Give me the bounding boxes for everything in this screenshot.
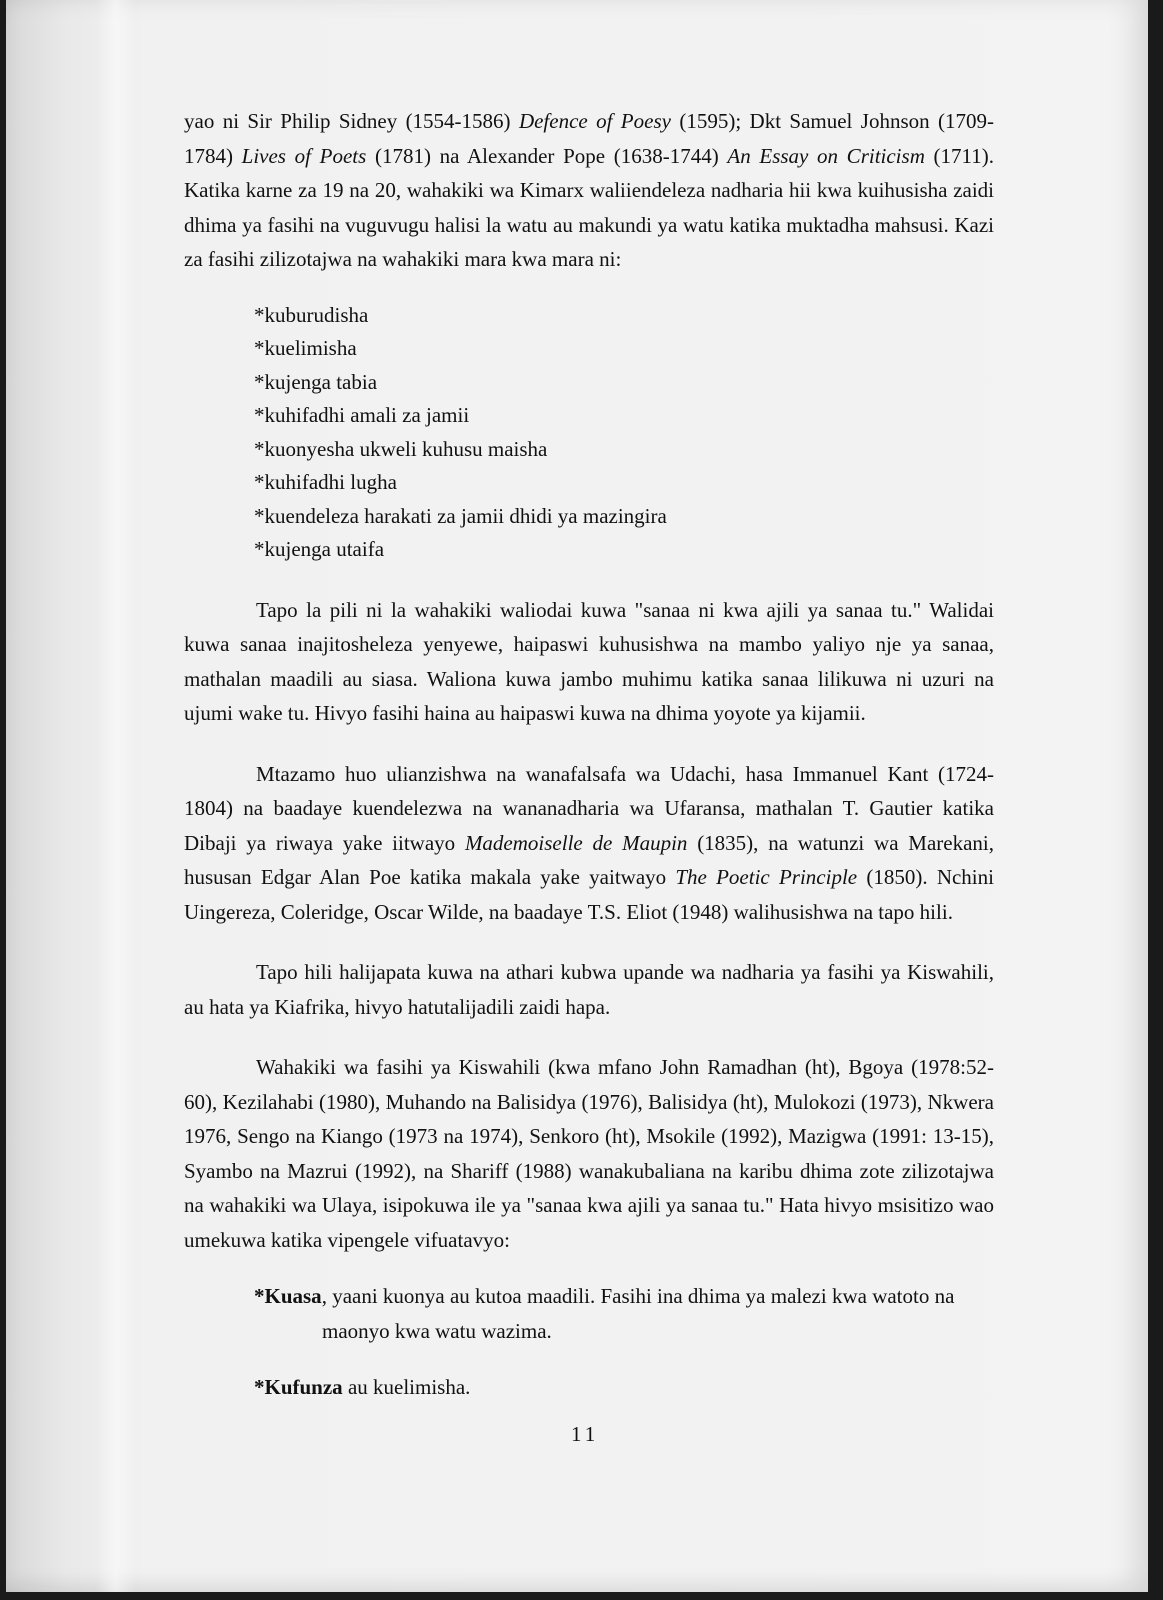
list-item: *kujenga utaifa — [254, 537, 385, 561]
paragraph-2: Tapo la pili ni la wahakiki waliodai kuwa "sanaa ni kwa ajili ya sanaa tu." Walidai kuwa sanaa inajitosheleza yenyewe, haipaswi kuhusishwa na mambo yaliyo nje ya sanaa, mathalan maadili au siasa. Waliona kuwa jambo muhimu katika sanaa lilikuwa ni uzuri na ujumi wake tu. Hivyo fasihi haina au haipaswi kuwa na dhima yoyote ya kijamii. — [184, 597, 994, 725]
paragraph-1-text-b: (1595); Dkt Samuel Johnson (1709-1784) — [184, 109, 994, 168]
list-item: *kuendeleza harakati za jamii dhidi ya mazingira — [254, 503, 667, 528]
list-item: *kuelimisha — [254, 336, 357, 360]
book-title-poetic-principle: The Poetic Principle — [675, 865, 858, 889]
list-item: *kuonyesha ukweli kuhusu maisha — [254, 436, 548, 461]
paragraph-4: Tapo hili halijapata kuwa na athari kubwa upande wa nadharia ya fasihi ya Kiswahili, au hata ya Kiafrika, hivyo hatutalijadili zaidi hapa. — [184, 960, 994, 1019]
list-item: *kuhifadhi amali za jamii — [254, 403, 470, 427]
paragraph-1-text-d: (1711). Katika karne za 19 na 20, wahakiki wa Kimarx waliiendeleza nadharia hii kwa kuihusisha zaidi dhima ya fasihi na vuguvugu halisi la watu au makundi ya watu katika muktadha mahsusi. Kazi za fasihi zilizotajwa na wahakiki mara kwa mara ni: — [184, 143, 994, 271]
point-kufunza-term: *Kufunza — [254, 1375, 343, 1399]
point-kufunza-text: au kuelimisha. — [342, 1375, 471, 1399]
book-title-defence-of-poesy: Defence of Poesy — [518, 109, 671, 133]
book-title-lives-of-poets: Lives of Poets — [241, 143, 367, 168]
paragraph-3-text-c: (1850). Nchini Uingereza, Coleridge, Oscar Wilde, na baadaye T.S. Eliot (1948) walihusishwa na tapo hili. — [184, 865, 994, 924]
page-number: 11 — [571, 1422, 600, 1446]
point-kuasa-text: , yaani kuonya au kutoa maadili. Fasihi ina dhima ya malezi kwa watoto na — [321, 1284, 955, 1308]
paragraph-3-text-b: (1835), na watunzi wa Marekani, hususan Edgar Alan Poe katika makala yake yaitwayo — [184, 830, 995, 889]
book-title-essay-on-criticism: An Essay on Criticism — [727, 143, 925, 168]
list-item: *kuhifadhi lugha — [254, 470, 397, 494]
paragraph-5: Wahakiki wa fasihi ya Kiswahili (kwa mfano John Ramadhan (ht), Bgoya (1978:52-60), Kezilahabi (1980), Muhando na Balisidya (1976), Balisidya (ht), Mulokozi (1973), Nkwera 1976, Sengo na Kiango (1973 na 1974), Senkoro (ht), Msokile (1992), Mazigwa (1991: 13-15), Syambo na Mazrui (1992), na Shariff (1988) wanakubaliana na karibu dhima zote zilizotajwa na wahakiki wa Ulaya, isipokuwa ile ya "sanaa kwa ajili ya sanaa tu." Hata hivyo msisitizo wao umekuwa katika vipengele vifuatavyo: — [184, 1055, 994, 1252]
point-kuasa-term: *Kuasa — [254, 1284, 322, 1308]
literature-functions-list — [184, 299, 994, 567]
paragraph-3 — [184, 757, 994, 930]
point-kuasa-continuation: maonyo kwa watu wazima. — [322, 1318, 552, 1343]
paragraph-1-text-c: (1781) na Alexander Pope (1638-1744) — [366, 143, 728, 168]
point-kufunza — [184, 1370, 994, 1405]
binding-gutter-shadow — [96, 0, 136, 1592]
paragraph-1-text-a: yao ni Sir Philip Sidney (1554-1586) — [184, 109, 519, 133]
list-item: *kujenga tabia — [254, 369, 378, 394]
book-title-mademoiselle-de-maupin: Mademoiselle de Maupin — [464, 830, 688, 855]
body-text — [184, 104, 994, 1405]
point-kuasa — [184, 1279, 994, 1348]
list-item: *kuburudisha — [254, 302, 369, 327]
document-page — [6, 0, 1148, 1592]
paragraph-1 — [184, 104, 994, 277]
paragraph-3-text-a: Mtazamo huo ulianzishwa na wanafalsafa wa Udachi, hasa Immanuel Kant (1724-1804) na baadaye kuendelezwa na wananadharia wa Ufaransa, mathalan T. Gautier katika Dibaji ya riwaya yake iitwayo — [184, 761, 994, 855]
